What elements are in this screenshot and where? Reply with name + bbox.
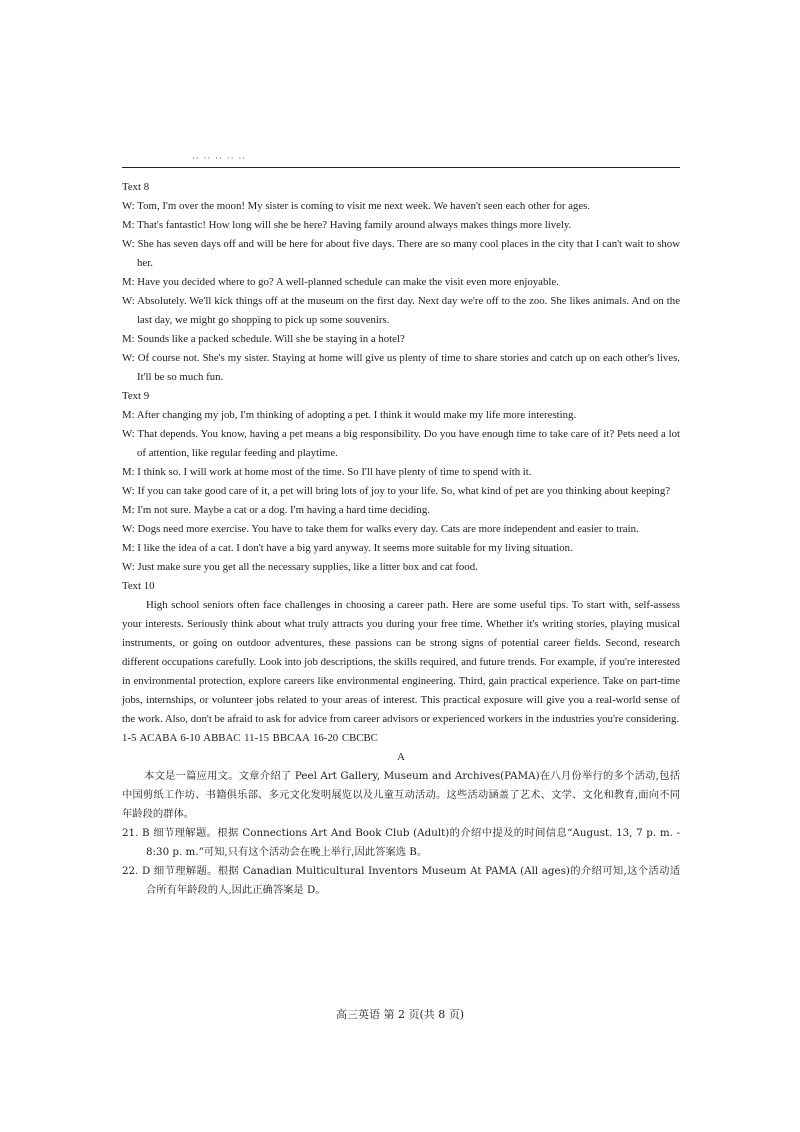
line-text: Just make sure you get all the necessary supplies, like a litter box and cat food. [134,561,478,573]
header-rule [122,167,680,168]
line-text: After changing my job, I'm thinking of adopting a pet. I think it would make my life more interesting. [134,409,577,421]
speaker-label: M: [122,504,135,516]
speaker-label: M: [122,333,135,345]
dialogue-line [122,292,680,330]
line-text: I think so. I will work at home most of the time. So I'll have plenty of time to spend with it. [134,466,532,478]
text10-title: Text 10 [122,580,155,592]
line-text: That depends. You know, having a pet means a big responsibility. Do you have enough time to take care of it? Pets need a lot of attention, like regular feeding and playtime. [134,428,680,459]
section-a-intro: 本文是一篇应用文。文章介绍了 Peel Art Gallery, Museum and Archives(PAMA)在八月份举行的多个活动,包括中国剪纸工作坊、书籍俱乐部、多元文化发明展览以及儿童互动活动。这些活动涵盖了艺术、文学、文化和教育,面向不同年龄段的群体。 [122,770,680,820]
dialogue-line [122,501,680,520]
dialogue-line [122,235,680,273]
speaker-label: M: [122,409,135,421]
question-explanation-21 [122,824,680,862]
line-text: Dogs need more exercise. You have to take them for walks every day. Cats are more independent and easier to train. [134,523,639,535]
dialogue-line [122,197,680,216]
answer-key: 1-5 ACABA 6-10 ABBAC 11-15 BBCAA 16-20 CBCBC [122,732,378,744]
dialogue-line [122,406,680,425]
line-text: That's fantastic! How long will she be here? Having family around always makes things more lively. [134,219,572,231]
explanation-text: 细节理解题。根据 Canadian Multicultural Inventors Museum At PAMA (All ages)的介绍可知,这个活动适合所有年龄段的人,因此正确答案是 D。 [146,865,681,896]
dialogue-line [122,482,680,501]
speaker-label: M: [122,466,135,478]
page-content [122,178,680,900]
text8-title: Text 8 [122,181,150,193]
dialogue-line [122,520,680,539]
text9-dialogue [122,406,680,577]
question-explanation-22 [122,862,680,900]
dialogue-line [122,349,680,387]
dialogue-line [122,463,680,482]
text9-title: Text 9 [122,390,150,402]
line-text: Absolutely. We'll kick things off at the museum on the first day. Next day we're off to the zoo. She likes animals. And on the last day, we might go shopping to pick up some souvenirs. [134,295,680,326]
header-mark: ·· ·· ·· ·· ·· [192,154,247,164]
line-text: I like the idea of a cat. I don't have a big yard anyway. It seems more suitable for my living situation. [134,542,573,554]
line-text: Tom, I'm over the moon! My sister is coming to visit me next week. We haven't seen each other for ages. [134,200,591,212]
line-text: Of course not. She's my sister. Staying at home will give us plenty of time to share stories and catch up on each other's lives. It'll be so much fun. [134,352,680,383]
speaker-label: W: [122,200,135,212]
speaker-label: W: [122,523,135,535]
dialogue-line [122,558,680,577]
speaker-label: W: [122,428,135,440]
page-footer: 高三英语 第 2 页(共 8 页) [335,1008,465,1021]
dialogue-line [122,216,680,235]
section-a-heading: A [397,751,405,763]
speaker-label: W: [122,238,135,250]
line-text: I'm not sure. Maybe a cat or a dog. I'm having a hard time deciding. [134,504,430,516]
question-number: 21. B [122,827,150,839]
dialogue-line [122,273,680,292]
question-number: 22. D [122,865,151,877]
speaker-label: M: [122,542,135,554]
speaker-label: M: [122,276,135,288]
line-text: Sounds like a packed schedule. Will she be staying in a hotel? [134,333,405,345]
dialogue-line [122,425,680,463]
speaker-label: W: [122,561,135,573]
text10-paragraph: High school seniors often face challenges in choosing a career path. Here are some useful tips. To start with, self-assess your interests. Seriously think about what truly attracts you during your free time. Whether it's writing stories, playing musical instruments, or going on outdoor adventures, these passions can be strong signs of potential career fields. Second, research different occupations carefully. Look into job descriptions, the skills required, and future trends. For example, if you're interested in environmental protection, explore careers like environmental engineering. Third, gain practical experience. Take on part-time jobs, internships, or volunteer jobs related to your areas of interest. This practical exposure will give you a real-world sense of the work. Also, don't be afraid to ask for advice from career advisors or experienced workers in the industries you're considering. [122,599,680,725]
text8-dialogue [122,197,680,387]
speaker-label: W: [122,295,135,307]
line-text: If you can take good care of it, a pet will bring lots of joy to your life. So, what kind of pet are you thinking about keeping? [134,485,671,497]
dialogue-line [122,539,680,558]
explanation-text: 细节理解题。根据 Connections Art And Book Club (Adult)的介绍中提及的时间信息“August. 13, 7 p. m. - 8:30 p. m.”可知,只有这个活动会在晚上举行,因此答案选 B。 [146,827,680,858]
speaker-label: W: [122,352,135,364]
line-text: Have you decided where to go? A well-planned schedule can make the visit even more enjoyable. [134,276,559,288]
line-text: She has seven days off and will be here for about five days. There are so many cool places in the city that I can't wait to show her. [134,238,680,269]
speaker-label: W: [122,485,135,497]
dialogue-line [122,330,680,349]
speaker-label: M: [122,219,135,231]
